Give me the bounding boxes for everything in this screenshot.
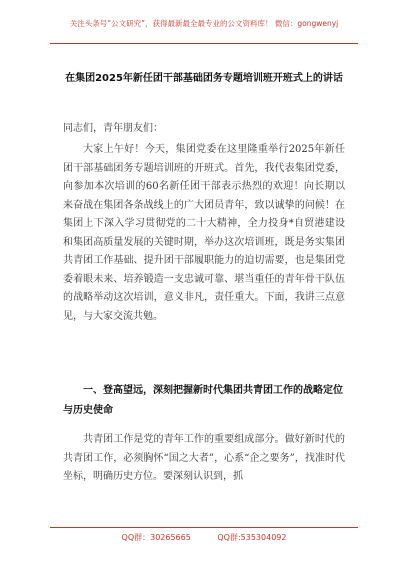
footer [0,532,408,543]
promo-header: 关注头条号“公文研究”，获得最新最全最专业的公文资料库！ 微信：gongwenyj [69,19,339,28]
footer-qq-group-2: QQ群:535304092 [217,533,287,542]
body-paragraph-2 [63,431,345,487]
header-divider [50,43,358,44]
document-title: 在集团2025年新任团干部基础团务专题培训班开班式上的讲话 [65,73,343,84]
section-heading: 一、登高望远，深刻把握新时代集团共青团工作的战略定位与历史使命 [63,385,343,416]
paragraph-text: 大家上午好！今天，集团党委在这里隆重举行2025年新任团干部基础团务专题培训班的开班式。首先，我代表集团党委，向参加本次培训的60名新任团干部表示热烈的欢迎！向长期以来奋战在集团各条战线上的广大团员青年，致以诚挚的问候！在集团上下深入学习贯彻党的二十大精神，全力投身*自贸港建设和集团高质量发展的关键时期，举办这次培训班，既是务实集团共青团工作基础、提升团干部履职能力的迫切需要，也是集团党委着眼未来、培养锻造一支忠诚可靠、堪当重任的青年骨干队伍的战略举动这次培训，意义非凡，责任重大。下面，我讲三点意见，与大家交流共勉。 [63,144,345,322]
salutation: 同志们，青年朋友们： [63,123,163,134]
footer-divider [50,527,358,528]
footer-qq-group-1: QQ群：30265665 [121,533,191,542]
paragraph-text: 共青团工作是党的青年工作的重要组成部分。做好新时代的共青团工作，必须胸怀“国之大者”，心系“企之要务”，找准时代坐标，明确历史方位。要深刻认识到，抓 [63,434,345,482]
body-paragraph-1 [63,141,345,326]
